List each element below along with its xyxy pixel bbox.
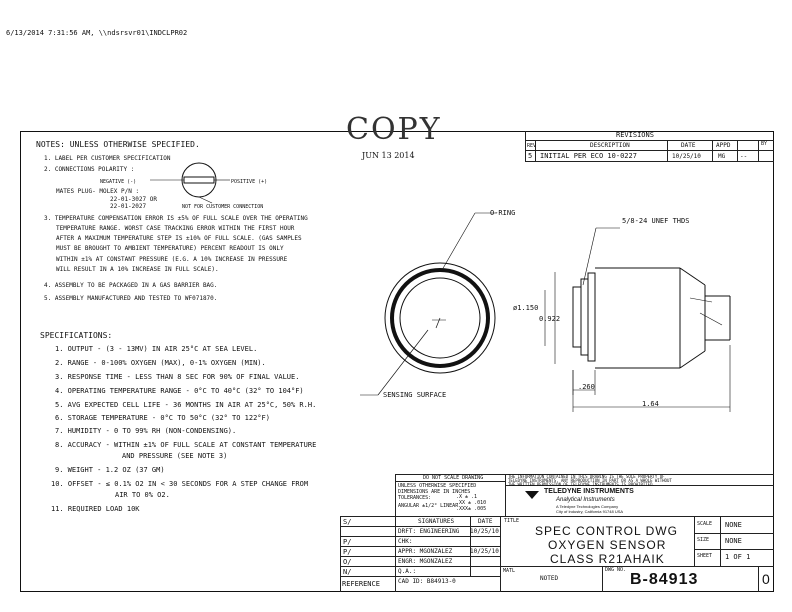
company-sub-2: City of Industry, California 91748 USA <box>556 509 624 514</box>
note-3-line-5: WITHIN ±1% AT CONSTANT PRESSURE (E.G. A 10% INCREASE IN PRESSURE <box>56 256 288 263</box>
scale-value: NONE <box>725 521 742 529</box>
dim-260: .260 <box>578 383 595 391</box>
specs-heading: SPECIFICATIONS: <box>40 331 113 340</box>
notes-heading: NOTES: UNLESS OTHERWISE SPECIFIED. <box>36 140 200 149</box>
sheet-value: 1 OF 1 <box>725 553 751 561</box>
dim-length: 1.64 <box>642 400 659 408</box>
drawing-rev: 0 <box>762 571 770 587</box>
spec-3: 3. RESPONSE TIME - LESS THAN 8 SEC FOR 90% OF FINAL VALUE. <box>55 373 300 381</box>
rev-row-rev: 5 <box>528 152 533 160</box>
company-sub-1: A Teledyne Technologies Company <box>556 504 619 509</box>
row-n: N/ <box>343 568 352 576</box>
sensor-side-view <box>545 268 730 412</box>
note-5: 5. ASSEMBLY MANUFACTURED AND TESTED TO WF071870. <box>44 295 218 302</box>
company-name: TELEDYNE INSTRUMENTS <box>544 488 634 495</box>
teledyne-logo-icon <box>524 489 540 500</box>
dwg-no-label: DWG NO. <box>605 567 627 573</box>
rev-row-date: 10/25/10 <box>672 153 701 160</box>
size-value: NONE <box>725 537 742 545</box>
row-p2: P/ <box>343 548 352 556</box>
title-label: TITLE <box>504 518 520 524</box>
note-4: 4. ASSEMBLY TO BE PACKAGED IN A GAS BARRIER BAG. <box>44 282 218 289</box>
part-number-2: 22-01-2027 <box>110 203 147 210</box>
sensor-front-view <box>378 263 495 395</box>
proprietary-line-1: THE INFORMATION CONTAINED IN THIS DRAWING IS THE SOLE PROPERTY OF <box>508 474 665 479</box>
row-o: O/ <box>343 558 352 566</box>
spec-8-line-1: 8. ACCURACY - WITHIN ±1% OF FULL SCALE AT CONSTANT TEMPERATURE <box>55 441 317 449</box>
company-division: Analytical Instruments <box>556 497 615 503</box>
tol-x: .X ± .1 <box>456 494 478 500</box>
tol-line-3: TOLERANCES: <box>398 495 432 501</box>
spec-4: 4. OPERATING TEMPERATURE RANGE - 0°C TO 40°C (32° TO 104°F) <box>55 387 304 395</box>
do-not-scale: DO NOT SCALE DRAWING <box>423 475 484 481</box>
rev-row-appd: MG <box>718 153 726 160</box>
spec-10-line-1: 10. OFFSET - ≤ 0.1% O2 IN < 30 SECONDS FOR A STEP CHANGE FROM <box>51 480 309 488</box>
mates-plug: MATES PLUG- MOLEX P/N : <box>56 188 140 195</box>
stamp-date: JUN 13 2014 <box>362 151 415 160</box>
part-number-1: 22-01-3027 OR <box>110 196 157 203</box>
proprietary-line-3: THE WRITTEN PERMISSION OF TELEDYNE INSTRUMENTS IS PROHIBITED. <box>508 482 655 487</box>
note-3-line-1: 3. TEMPERATURE COMPENSATION ERROR IS ±5% OF FULL SCALE OVER THE OPERATING <box>44 215 308 222</box>
row-s: S/ <box>343 518 352 526</box>
spec-1: 1. OUTPUT - (3 - 13MV) IN AIR 25°C AT SEA LEVEL. <box>55 345 258 353</box>
outer-diameter-label: ø1.150 <box>513 304 539 312</box>
spec-11: 11. REQUIRED LOAD 10K <box>51 505 140 513</box>
spec-7: 7. HUMIDITY - 0 TO 99% RH (NON-CONDENSING). <box>55 427 237 435</box>
inner-diameter-label: 0.922 <box>539 315 561 323</box>
oring-label: O-RING <box>490 209 516 217</box>
not-for-customer: NOT FOR CUSTOMER CONNECTION <box>182 204 264 210</box>
chk-entry: CHK: <box>398 538 413 545</box>
date-header: DATE <box>478 518 493 525</box>
spec-2: 2. RANGE - 0-100% OXYGEN (MAX), 0-1% OXYGEN (MIN). <box>55 359 266 367</box>
print-header: 6/13/2014 7:31:56 AM, \\ndsrsvr01\INDCLPR02 <box>6 29 188 37</box>
spec-8-line-2: AND PRESSURE (SEE NOTE 3) <box>122 452 228 460</box>
note-3-line-4: MUST BE BROUGHT TO AMBIENT TEMPERATURE) PERCENT READOUT IS ONLY <box>56 245 284 252</box>
engr-entry: ENGR: MGONZALEZ <box>398 558 453 565</box>
copy-stamp: COPY <box>346 112 442 147</box>
matl-label: MATL <box>503 568 516 574</box>
title-line-2: OXYGEN SENSOR <box>548 538 667 552</box>
revisions-title: REVISIONS <box>616 131 654 139</box>
spec-5: 5. AVG EXPECTED CELL LIFE - 36 MONTHS IN AIR AT 25°C, 50% R.H. <box>55 401 317 409</box>
appd-col-header: APPD <box>716 142 731 149</box>
sheet-label: SHEET <box>697 553 713 559</box>
proprietary-line-2: TELEDYNE INSTRUMENTS. ANY REPRODUCTION IN PART OR AS A WHOLE WITHOUT <box>508 478 672 483</box>
scale-label: SCALE <box>697 521 713 527</box>
tol-line-1: UNLESS OTHERWISE SPECIFIED <box>398 483 477 489</box>
note-1: 1. LABEL PER CUSTOMER SPECIFICATION <box>44 155 171 162</box>
spec-6: 6. STORAGE TEMPERATURE - 0°C TO 50°C (32° TO 122°F) <box>55 414 270 422</box>
date-col-header: DATE <box>681 142 696 149</box>
reference-label: REFERENCE <box>342 580 380 588</box>
appr-entry: APPR: MGONZALEZ <box>398 548 453 555</box>
size-label: SIZE <box>697 537 710 543</box>
negative-label: NEGATIVE (-) <box>100 179 137 185</box>
row-p1: P/ <box>343 538 352 546</box>
tol-line-2: DIMENSIONS ARE IN INCHES <box>398 489 471 495</box>
tol-line-4: ANGULAR ±1/2° LINEAR <box>398 503 459 509</box>
desc-col-header: DESCRIPTION <box>590 142 630 149</box>
positive-label: POSITIVE (+) <box>231 179 268 185</box>
tol-xxx: .XXX± .005 <box>456 506 487 512</box>
spec-9: 9. WEIGHT - 1.2 OZ (37 GM) <box>55 466 165 474</box>
tol-xx: .XX ± .010 <box>456 500 487 506</box>
note-3-line-3: AFTER A MAXIMUM TEMPERATURE STEP IS ±10% OF FULL SCALE. (GAS SAMPLES <box>56 235 302 242</box>
title-line-3: CLASS R21AHAIK <box>550 552 665 566</box>
drft-date: 10/25/10 <box>470 528 499 535</box>
title-line-1: SPEC CONTROL DWG <box>535 524 678 538</box>
thread-label: 5/8-24 UNEF THDS <box>622 217 690 225</box>
spec-10-line-2: AIR TO 0% O2. <box>115 491 170 499</box>
drft-entry: DRFT: ENGINEERING <box>398 528 460 535</box>
rev-row-desc: INITIAL PER ECO 10-0227 <box>540 152 637 160</box>
note-3-line-2: TEMPERATURE RANGE. WORST CASE TRACKING ERROR WITHIN THE FIRST HOUR <box>56 225 295 232</box>
qa-entry: Q.A.: <box>398 568 417 575</box>
note-2: 2. CONNECTIONS POLARITY : <box>44 166 135 173</box>
drawing-number: B-84913 <box>630 571 699 588</box>
signatures-header: SIGNATURES <box>418 518 455 525</box>
note-3-line-6: WILL RESULT IN A 10% INCREASE IN FULL SCALE). <box>56 266 219 273</box>
by-col-header: BY <box>761 141 768 147</box>
rev-row-by: -- <box>740 153 748 160</box>
connector-symbol <box>150 163 230 203</box>
sensing-surface-label: SENSING SURFACE <box>383 391 447 399</box>
matl-value: NOTED <box>540 575 559 582</box>
cad-id: CAD ID: B84913-0 <box>398 578 456 585</box>
appr-date: 10/25/10 <box>470 548 499 555</box>
rev-col-header: REV <box>527 143 537 149</box>
